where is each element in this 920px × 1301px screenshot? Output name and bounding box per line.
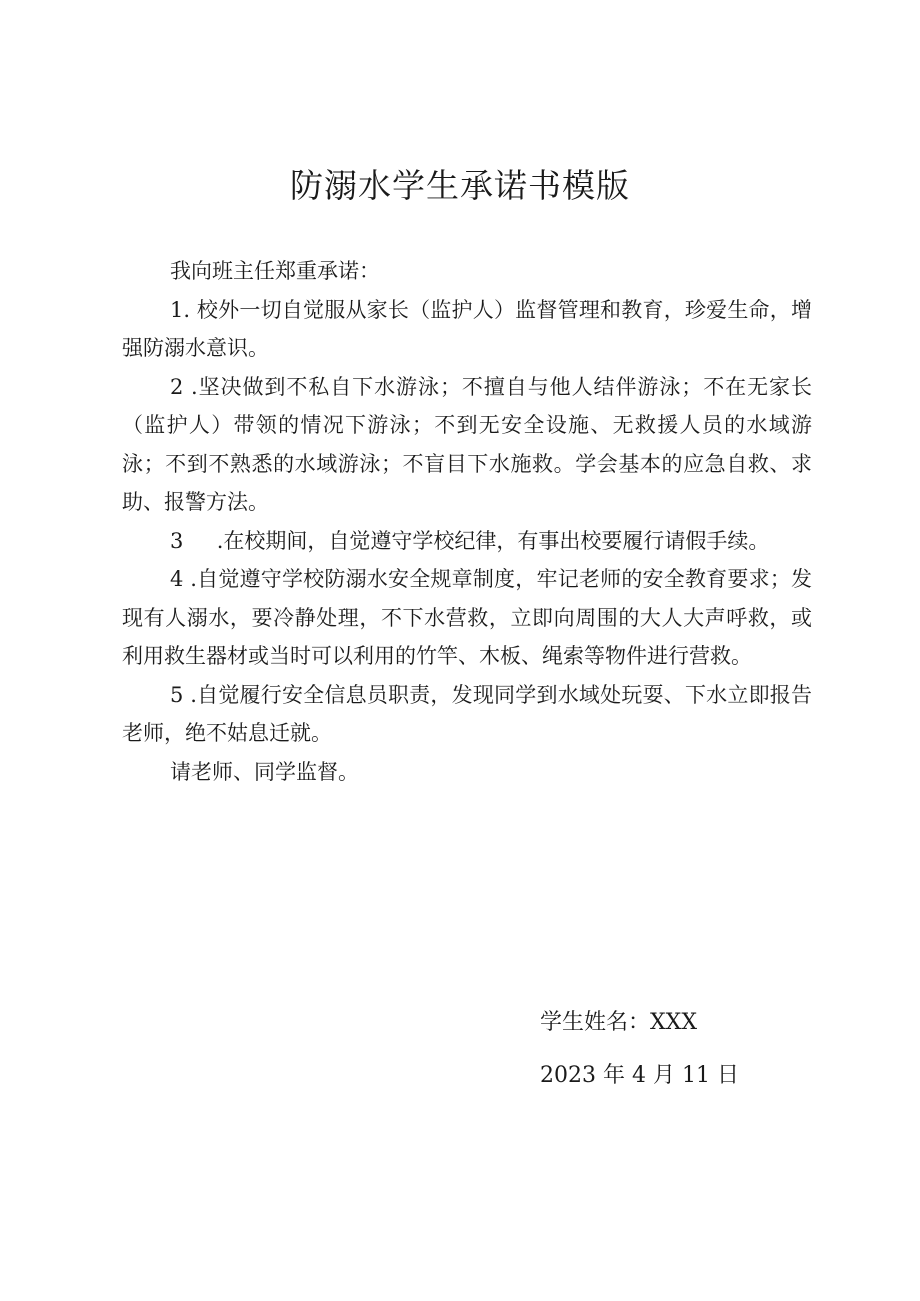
document-body (122, 252, 812, 791)
paragraph-item-1: 1. 校外一切自觉服从家长（监护人）监督管理和教育，珍爱生命，增强防溺水意识。 (122, 297, 812, 360)
signature-date: 2023 年 4 月 11 日 (540, 1063, 739, 1088)
paragraph-item-5: 5 .自觉履行安全信息员职责，发现同学到水域处玩耍、下水立即报告老师，绝不姑息迁就。 (122, 682, 812, 745)
paragraph-item-3: 3 .在校期间，自觉遵守学校纪律，有事出校要履行请假手续。 (170, 528, 770, 553)
document-title: 防溺水学生承诺书模版 (290, 166, 630, 205)
paragraph-item-4: 4 .自觉遵守学校防溺水安全规章制度，牢记老师的安全教育要求；发现有人溺水，要冷静处理，不下水营救，立即向周围的大人大声呼救，或利用救生器材或当时可以利用的竹竿、木板、绳索等物件进行营救。 (122, 567, 812, 668)
student-name-line: 学生姓名：XXX (540, 1010, 697, 1035)
paragraph-intro: 我向班主任郑重承诺： (170, 259, 380, 283)
paragraph-item-2: 2 .坚决做到不私自下水游泳；不擅自与他人结伴游泳；不在无家长（监护人）带领的情况下游泳；不到无安全设施、无救援人员的水域游泳；不到不熟悉的水域游泳；不盲目下水施救。学会基本的应急自救、求助、报警方法。 (122, 374, 812, 514)
paragraph-closing: 请老师、同学监督。 (170, 759, 359, 784)
